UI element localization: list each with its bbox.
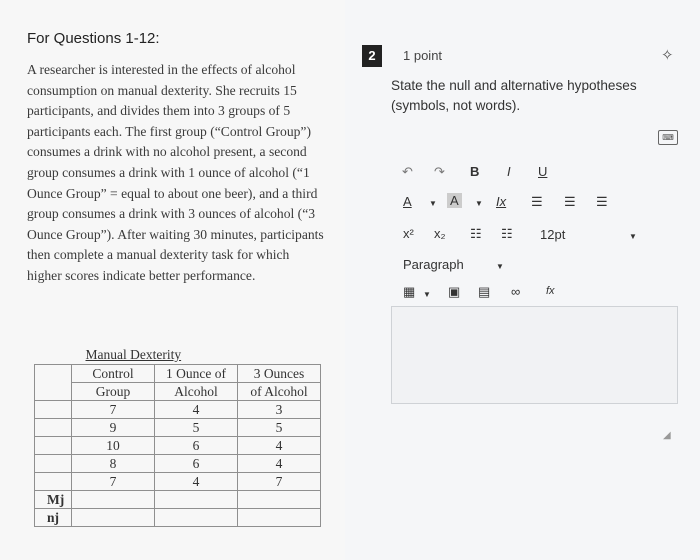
font-color-button[interactable]: A <box>403 194 412 209</box>
table-cell: 4 <box>238 437 321 455</box>
align-right-icon[interactable]: ☰ <box>596 194 608 209</box>
bullet-list-icon[interactable]: ☷ <box>470 226 482 241</box>
table-row <box>35 455 321 473</box>
passage-paragraph: A researcher is interested in the effects of alcohol consumption on manual dexterity. She recruits 15 participants, and divides them into 3 groups of 5 participants each. The first group (“Control Group”) consumes a drink with no alcohol present, a second group consumes a drink with 1 ounce of alcohol (“1 Ounce Group” = equal to about one beer), and a third group consumes a drink with 3 ounces of alcohol (“3 Ounce Group”). After waiting 30 minutes, participants then complete a manual dexterity task for which higher scores indicate better performance. <box>27 62 324 283</box>
italic-button[interactable]: I <box>507 164 511 179</box>
column-header: 3 Ounces <box>238 365 321 383</box>
table-icon[interactable]: ▦ <box>403 284 416 299</box>
table-cell: 4 <box>155 401 238 419</box>
image-icon[interactable]: ▣ <box>448 284 461 299</box>
table-cell: 3 <box>238 401 321 419</box>
keyboard-icon[interactable]: ⌨ <box>658 130 678 145</box>
column-header: Group <box>72 383 155 401</box>
chevron-down-icon[interactable]: ▼ <box>629 232 637 241</box>
column-header: 1 Ounce of <box>155 365 238 383</box>
table-cell: 7 <box>72 401 155 419</box>
prompt-panel <box>0 0 345 560</box>
resize-handle-icon[interactable]: ◢ <box>663 430 671 441</box>
table-cell: 5 <box>238 419 321 437</box>
clear-format-button[interactable]: Ix <box>496 194 507 209</box>
table-cell: 4 <box>238 455 321 473</box>
data-table <box>34 346 321 527</box>
table-row <box>35 401 321 419</box>
subscript-button[interactable]: x₂ <box>434 226 446 241</box>
redo-button[interactable]: ↷ <box>434 164 445 179</box>
table-cell: 4 <box>155 473 238 491</box>
pin-icon[interactable]: ✧ <box>661 47 674 64</box>
column-header: Control <box>72 365 155 383</box>
table-cell: 6 <box>155 437 238 455</box>
question-number-badge: 2 <box>362 45 382 67</box>
formula-button[interactable]: fx <box>546 285 555 297</box>
table-cell: 8 <box>72 455 155 473</box>
font-size-select[interactable]: 12pt <box>540 227 566 242</box>
table-title: Manual Dexterity <box>85 347 182 362</box>
table-cell: 5 <box>155 419 238 437</box>
answer-editor[interactable] <box>391 306 678 404</box>
question-text: State the null and alternative hypotheses (symbols, not words). <box>391 78 637 113</box>
highlight-color-button[interactable]: A <box>447 193 462 208</box>
block-format-select[interactable]: Paragraph <box>403 257 464 272</box>
chevron-down-icon[interactable]: ▼ <box>423 290 431 299</box>
table-row <box>35 491 321 509</box>
underline-button[interactable]: U <box>538 164 548 179</box>
row-label-nj: nj <box>35 509 72 527</box>
chevron-down-icon[interactable]: ▼ <box>496 262 504 271</box>
passage-text <box>27 60 327 287</box>
row-label-mj: Mj <box>35 491 72 509</box>
link-icon[interactable]: ∞ <box>511 284 521 299</box>
table-row <box>35 473 321 491</box>
section-heading: For Questions 1-12: <box>27 30 160 47</box>
bold-button[interactable]: B <box>470 164 480 179</box>
table-row <box>35 419 321 437</box>
points-label: 1 point <box>403 48 443 63</box>
column-header: Alcohol <box>155 383 238 401</box>
superscript-button[interactable]: x² <box>403 226 414 241</box>
table-cell: 7 <box>72 473 155 491</box>
media-icon[interactable]: ▤ <box>478 284 491 299</box>
table-cell: 7 <box>238 473 321 491</box>
table-cell: 10 <box>72 437 155 455</box>
numbered-list-icon[interactable]: ☷ <box>501 226 513 241</box>
table-cell: 6 <box>155 455 238 473</box>
column-header: of Alcohol <box>238 383 321 401</box>
table-row <box>35 437 321 455</box>
align-left-icon[interactable]: ☰ <box>531 194 543 209</box>
undo-button[interactable]: ↶ <box>402 164 413 179</box>
chevron-down-icon[interactable]: ▼ <box>475 199 483 208</box>
table-row <box>35 509 321 527</box>
align-center-icon[interactable]: ☰ <box>564 194 576 209</box>
table-cell: 9 <box>72 419 155 437</box>
chevron-down-icon[interactable]: ▼ <box>429 199 437 208</box>
